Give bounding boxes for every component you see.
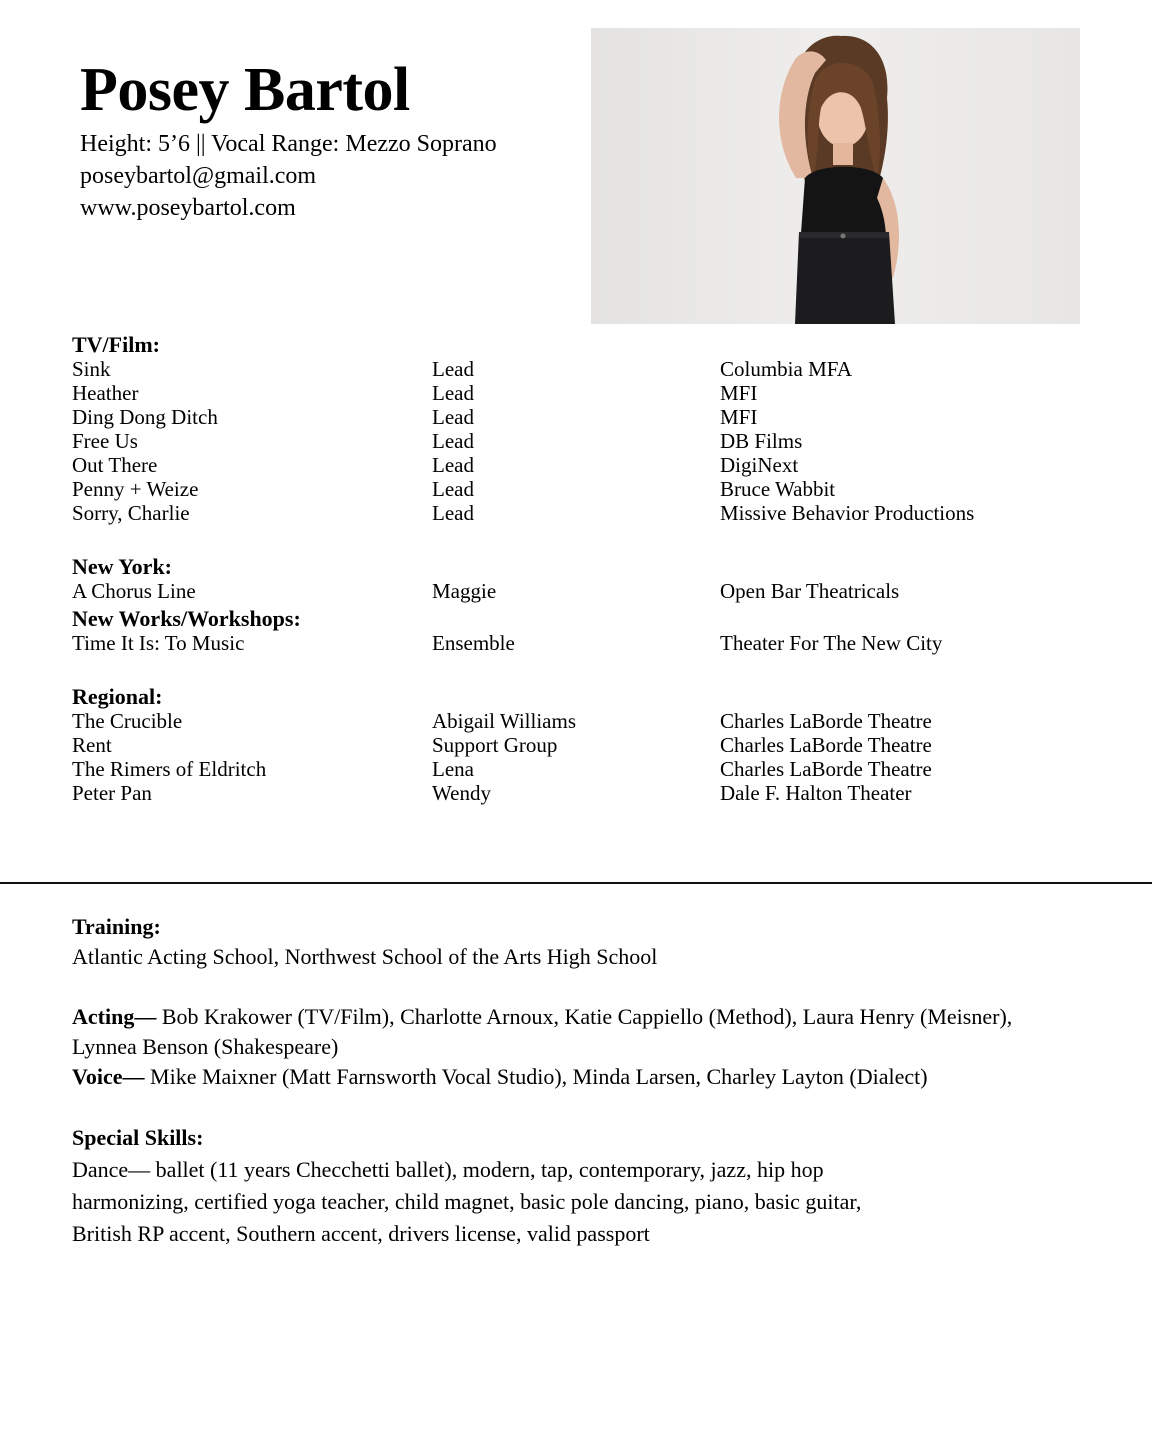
- credit-company: Open Bar Theatricals: [720, 579, 900, 603]
- credit-row: [72, 709, 1072, 733]
- credit-title: A Chorus Line: [72, 579, 196, 603]
- credit-row: [72, 501, 1072, 525]
- regional-list: [72, 709, 1072, 805]
- credit-role: Wendy: [432, 781, 491, 805]
- credit-row: [72, 405, 1072, 429]
- credit-row: [72, 477, 1072, 501]
- credit-title: Out There: [72, 453, 158, 477]
- regional-heading: Regional:: [72, 684, 163, 709]
- voice-teachers: Mike Maixner (Matt Farnsworth Vocal Studio), Minda Larsen, Charley Layton (Dialect): [144, 1064, 928, 1089]
- voice-label: Voice—: [72, 1064, 145, 1089]
- credit-role: Lead: [432, 501, 474, 525]
- training-heading: Training:: [72, 914, 161, 939]
- credit-role: Ensemble: [432, 631, 515, 655]
- newworks-list: [72, 631, 1072, 655]
- credit-company: Charles LaBorde Theatre: [720, 757, 932, 781]
- headshot-illustration: [591, 28, 1080, 324]
- acting-label: Acting—: [72, 1004, 157, 1029]
- newyork-list: [72, 579, 1072, 603]
- credit-title: Heather: [72, 381, 139, 405]
- credit-row: [72, 429, 1072, 453]
- credit-company: Theater For The New City: [720, 631, 943, 655]
- credit-row: [72, 381, 1072, 405]
- height-vocal-range: Height: 5’6 || Vocal Range: Mezzo Soprano: [80, 131, 497, 157]
- credit-title: Sink: [72, 357, 111, 381]
- credit-role: Maggie: [432, 579, 497, 603]
- credit-company: MFI: [720, 405, 758, 429]
- credit-title: Free Us: [72, 429, 138, 453]
- voice-training: [72, 1062, 1072, 1092]
- acting-training: [72, 1002, 1072, 1062]
- credit-role: Lead: [432, 429, 474, 453]
- credit-role: Support Group: [432, 733, 558, 757]
- credit-title: Rent: [72, 733, 112, 757]
- credit-role: Abigail Williams: [432, 709, 577, 733]
- contact-block: [80, 128, 497, 224]
- tvfilm-heading: TV/Film:: [72, 332, 160, 357]
- skills-line: harmonizing, certified yoga teacher, child magnet, basic pole dancing, piano, basic guitar,: [72, 1189, 862, 1214]
- credit-company: Dale F. Halton Theater: [720, 781, 912, 805]
- actor-name: Posey Bartol: [80, 56, 410, 124]
- credit-company: MFI: [720, 381, 758, 405]
- credit-title: Sorry, Charlie: [72, 501, 190, 525]
- credit-title: Time It Is: To Music: [72, 631, 245, 655]
- credit-row: [72, 631, 1072, 655]
- credit-role: Lena: [432, 757, 474, 781]
- website-url: www.poseybartol.com: [80, 195, 296, 221]
- credit-role: Lead: [432, 357, 474, 381]
- credit-row: [72, 757, 1072, 781]
- credit-company: Charles LaBorde Theatre: [720, 733, 932, 757]
- credit-role: Lead: [432, 405, 474, 429]
- newworks-heading: New Works/Workshops:: [72, 606, 301, 631]
- credit-title: Ding Dong Ditch: [72, 405, 218, 429]
- credits-section: [72, 333, 1072, 805]
- credit-row: [72, 357, 1072, 381]
- section-divider: [0, 882, 1152, 884]
- special-skills-heading: Special Skills:: [72, 1125, 204, 1150]
- credit-row: [72, 579, 1072, 603]
- credit-title: The Rimers of Eldritch: [72, 757, 267, 781]
- credit-title: Peter Pan: [72, 781, 152, 805]
- credit-row: [72, 733, 1072, 757]
- credit-company: Bruce Wabbit: [720, 477, 836, 501]
- credit-company: Charles LaBorde Theatre: [720, 709, 932, 733]
- acting-teachers: Bob Krakower (TV/Film), Charlotte Arnoux, Katie Cappiello (Method), Laura Henry (Meisner), Lynnea Benson (Shakespeare): [72, 1004, 1013, 1059]
- credit-role: Lead: [432, 477, 474, 501]
- credit-title: The Crucible: [72, 709, 183, 733]
- newyork-heading: New York:: [72, 554, 172, 579]
- credit-title: Penny + Weize: [72, 477, 199, 501]
- credit-row: [72, 453, 1072, 477]
- training-skills-section: [72, 912, 1072, 1280]
- credit-company: Columbia MFA: [720, 357, 853, 381]
- credit-company: DB Films: [720, 429, 803, 453]
- credit-role: Lead: [432, 381, 474, 405]
- credit-role: Lead: [432, 453, 474, 477]
- credit-company: Missive Behavior Productions: [720, 501, 975, 525]
- training-schools: Atlantic Acting School, Northwest School of the Arts High School: [72, 944, 658, 969]
- tvfilm-list: [72, 357, 1072, 525]
- headshot-photo: [591, 28, 1080, 324]
- skills-line: British RP accent, Southern accent, drivers license, valid passport: [72, 1221, 650, 1246]
- skills-line: Dance— ballet (11 years Checchetti ballet), modern, tap, contemporary, jazz, hip hop: [72, 1157, 824, 1182]
- email-address: poseybartol@gmail.com: [80, 163, 317, 189]
- credit-company: DigiNext: [720, 453, 799, 477]
- credit-row: [72, 781, 1072, 805]
